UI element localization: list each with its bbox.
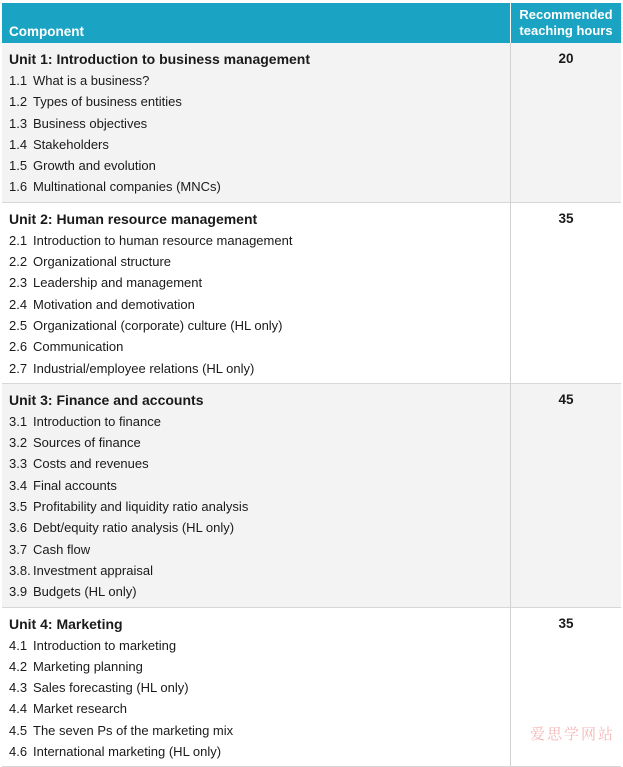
topic-item: [9, 496, 510, 517]
topic-label: Types of business entities: [33, 94, 182, 110]
topic-item: [9, 453, 510, 474]
topic-label: Organizational structure: [33, 254, 172, 270]
topic-label: Sales forecasting (HL only): [33, 680, 189, 696]
topic-item: [9, 230, 510, 251]
topic-label: Stakeholders: [33, 136, 109, 152]
topic-label: Sources of finance: [33, 435, 141, 451]
hours-header-line2: teaching hours: [519, 23, 613, 38]
unit-topics: [2, 384, 510, 607]
topic-label: Costs and revenues: [33, 456, 149, 472]
unit-hours: 35: [510, 203, 621, 383]
unit-topics: [2, 203, 510, 383]
topic-item: [9, 272, 510, 293]
topic-label: Profitability and liquidity ratio analysis: [33, 499, 249, 515]
topic-item: [9, 91, 510, 112]
topic-number: 3.4: [9, 477, 28, 493]
topic-number: 2.7: [9, 360, 28, 376]
topic-number: 2.6: [9, 339, 28, 355]
topic-label: Introduction to marketing: [33, 637, 177, 653]
unit-topics: [2, 43, 510, 202]
topic-label: Growth and evolution: [33, 158, 156, 174]
topic-item: [9, 315, 510, 336]
topic-number: 2.1: [9, 232, 28, 248]
topic-item: [9, 432, 510, 453]
topic-item: [9, 358, 510, 379]
topic-item: [9, 411, 510, 432]
topic-number: 2.4: [9, 296, 28, 312]
unit-row: [2, 608, 621, 767]
topic-item: [9, 251, 510, 272]
table-header: [2, 3, 621, 43]
syllabus-table: [2, 3, 621, 767]
unit-row: [2, 43, 621, 203]
topic-label: Multinational companies (MNCs): [33, 179, 221, 195]
component-header: Component: [9, 24, 84, 39]
topic-label: Business objectives: [33, 115, 148, 131]
unit-hours: 35: [510, 608, 621, 767]
unit-hours: 45: [510, 384, 621, 607]
topic-item: [9, 517, 510, 538]
topic-label: Motivation and demotivation: [33, 296, 195, 312]
topic-label: Industrial/employee relations (HL only): [33, 360, 255, 376]
topic-number: 2.5: [9, 317, 28, 333]
topic-item: [9, 720, 510, 741]
unit-row: [2, 384, 621, 608]
topic-number: 4.5: [9, 722, 28, 738]
topic-number: 1.2: [9, 94, 28, 110]
topic-label: International marketing (HL only): [33, 744, 222, 760]
topic-number: 4.1: [9, 637, 28, 653]
topic-item: [9, 635, 510, 656]
topic-item: [9, 560, 510, 581]
topic-number: 3.7: [9, 541, 28, 557]
topic-number: 4.6: [9, 744, 28, 760]
topic-number: 4.3: [9, 680, 28, 696]
topic-item: [9, 134, 510, 155]
topic-number: 2.2: [9, 254, 28, 270]
topic-label: Investment appraisal: [33, 562, 153, 578]
units-body: [2, 43, 621, 767]
unit-title: Unit 4: Marketing: [9, 615, 123, 632]
topic-label: Communication: [33, 339, 124, 355]
hours-header-line1: Recommended: [519, 7, 613, 22]
topic-number: 3.9: [9, 584, 28, 600]
unit-topics: [2, 608, 510, 767]
topic-label: Final accounts: [33, 477, 117, 493]
topic-item: [9, 294, 510, 315]
topic-label: Debt/equity ratio analysis (HL only): [33, 520, 235, 536]
topic-number: 1.6: [9, 179, 28, 195]
topic-item: [9, 176, 510, 197]
topic-label: Cash flow: [33, 541, 91, 557]
topic-item: [9, 656, 510, 677]
watermark: 爱思学网站: [529, 725, 615, 743]
topic-label: Organizational (corporate) culture (HL only): [33, 317, 283, 333]
topic-number: 1.4: [9, 136, 28, 152]
topic-label: Introduction to human resource management: [33, 232, 293, 248]
unit-row: [2, 203, 621, 384]
topic-number: 4.2: [9, 658, 28, 674]
topic-number: 3.2: [9, 435, 28, 451]
topic-item: [9, 698, 510, 719]
topic-item: [9, 70, 510, 91]
topic-label: Leadership and management: [33, 275, 203, 291]
topic-label: Introduction to finance: [33, 413, 161, 429]
topic-number: 1.1: [9, 73, 28, 88]
topic-item: [9, 336, 510, 357]
topic-number: 3.3: [9, 456, 28, 472]
topic-number: 2.3: [9, 275, 28, 291]
topic-item: [9, 677, 510, 698]
topic-item: [9, 155, 510, 176]
topic-number: 1.5: [9, 158, 28, 174]
topic-number: 3.5: [9, 499, 28, 515]
topic-item: [9, 539, 510, 560]
unit-hours: 20: [510, 43, 621, 202]
unit-title: Unit 2: Human resource management: [9, 210, 258, 227]
topic-label: Marketing planning: [33, 658, 143, 674]
topic-label: Budgets (HL only): [33, 584, 137, 600]
unit-title: Unit 3: Finance and accounts: [9, 391, 204, 408]
topic-label: Market research: [33, 701, 127, 717]
unit-title: Unit 1: Introduction to business management: [9, 51, 311, 67]
topic-label: The seven Ps of the marketing mix: [33, 722, 234, 738]
topic-label: What is a business?: [33, 73, 150, 88]
topic-item: [9, 113, 510, 134]
topic-number: 3.8.: [9, 562, 31, 578]
hours-header: [510, 3, 621, 43]
topic-item: [9, 475, 510, 496]
topic-item: [9, 581, 510, 602]
topic-number: 1.3: [9, 115, 28, 131]
topic-item: [9, 741, 510, 762]
topic-number: 3.6: [9, 520, 28, 536]
topic-number: 4.4: [9, 701, 28, 717]
topic-number: 3.1: [9, 413, 28, 429]
